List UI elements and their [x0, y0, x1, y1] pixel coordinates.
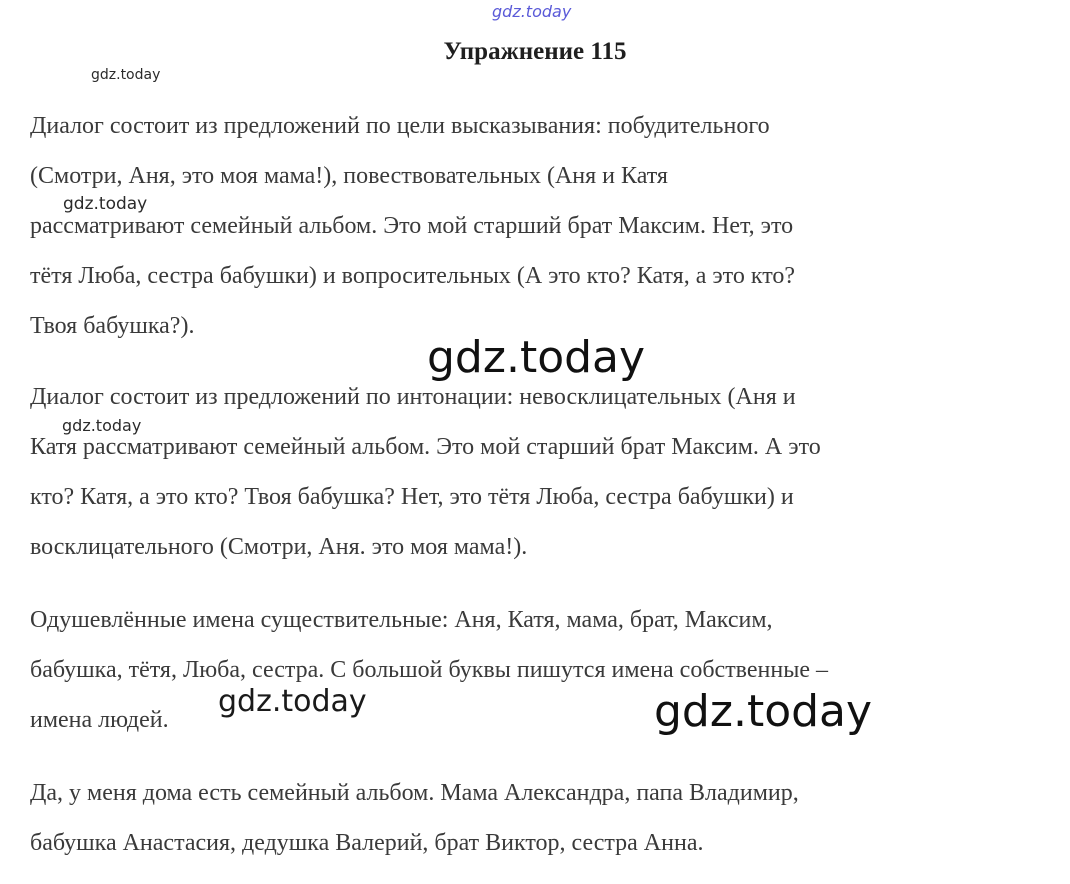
watermark: gdz.today — [427, 332, 646, 383]
text-line: (Смотри, Аня, это моя мама!), повествовательных (Аня и Катя — [30, 163, 668, 189]
text-line: имена людей. — [30, 707, 169, 733]
text-line: бабушка, тётя, Люба, сестра. С большой буквы пишутся имена собственные – — [30, 657, 828, 683]
text-line: рассматривают семейный альбом. Это мой старший брат Максим. Нет, это — [30, 213, 794, 239]
watermark: gdz.today — [62, 416, 142, 435]
text-line: Одушевлённые имена существительные: Аня, Катя, мама, брат, Максим, — [30, 607, 773, 633]
text-line: Катя рассматривают семейный альбом. Это мой старший брат Максим. А это — [30, 434, 821, 460]
text-line: Диалог состоит из предложений по интонации: невосклицательных (Аня и — [30, 384, 796, 410]
text-line: Да, у меня дома есть семейный альбом. Мама Александра, папа Владимир, — [30, 780, 799, 806]
watermark: gdz.today — [63, 194, 148, 214]
page-title: Упражнение 115 — [443, 38, 627, 65]
watermark: gdz.today — [654, 686, 873, 737]
watermark: gdz.today — [218, 684, 367, 719]
text-line: восклицательного (Смотри, Аня. это моя мама!). — [30, 534, 528, 560]
text-line: кто? Катя, а это кто? Твоя бабушка? Нет, это тётя Люба, сестра бабушки) и — [30, 484, 794, 510]
paragraph-speech-purpose — [30, 101, 1040, 351]
text-line: Твоя бабушка?). — [30, 313, 195, 339]
watermark: gdz.today — [492, 2, 572, 21]
paragraph-family-album — [30, 768, 1040, 868]
text-line: Диалог состоит из предложений по цели высказывания: побудительного — [30, 113, 770, 139]
paragraph-intonation — [30, 372, 1040, 572]
text-line: бабушка Анастасия, дедушка Валерий, брат Виктор, сестра Анна. — [30, 830, 704, 856]
watermark: gdz.today — [91, 67, 161, 83]
text-line: тётя Люба, сестра бабушки) и вопросительных (А это кто? Катя, а это кто? — [30, 263, 796, 289]
paragraph-animate-nouns — [30, 595, 1040, 745]
